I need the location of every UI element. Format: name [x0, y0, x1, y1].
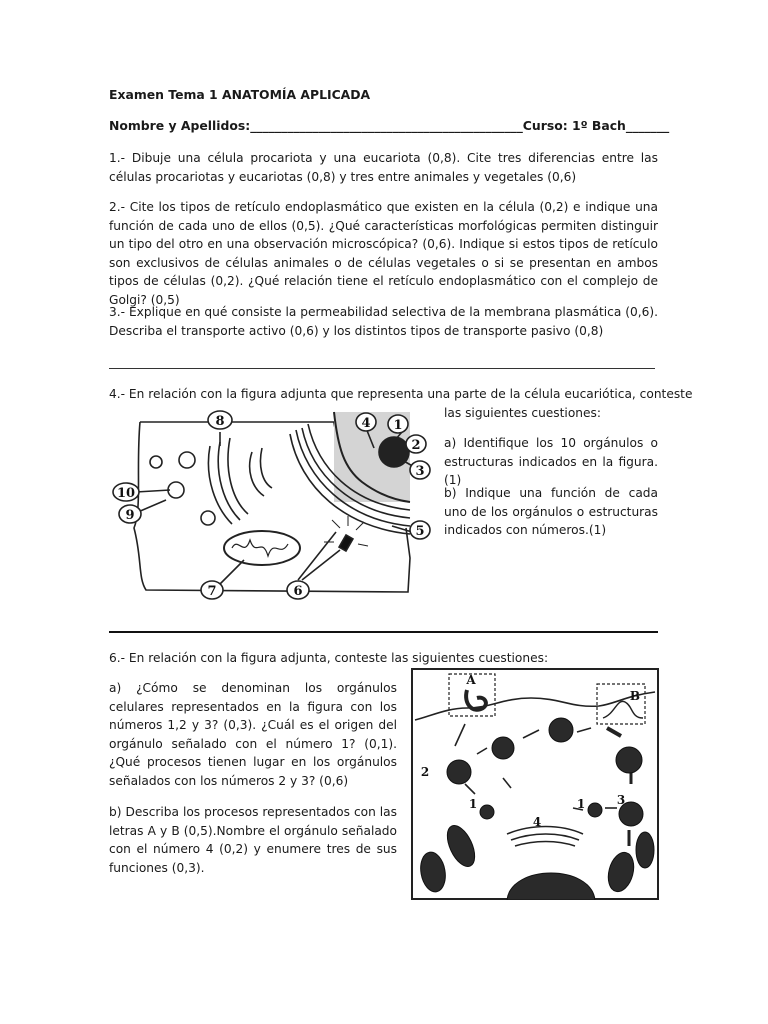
figure2-label: 2	[420, 765, 430, 779]
question-1: 1.- Dibuje una célula procariota y una eucariota (0,8). Cite tres diferencias entre las células procariotas y eucariotas (0,8) y tres entre animales y vegetales (0,6)	[109, 151, 658, 184]
figure1-label: 5	[415, 524, 425, 539]
figure1-label: 10	[116, 486, 136, 501]
question-6-part-a: a) ¿Cómo se denominan los orgánulos celulares representados en la figura con los números 1,2 y 3? (0,3). ¿Cuál es el origen del orgánulo señalado con el número 1? (0,1). ¿Qué procesos tienen lugar en los orgánulos señalados con los números 2 y 3? (0,6)	[109, 681, 397, 788]
question-6-part-b: b) Describa los procesos representados con las letras A y B (0,5).Nombre el orgánulo señalado con el número 4 (0,2) y enumere tres de sus funciones (0,3).	[109, 805, 397, 875]
question-4-intro-continued: las siguientes cuestiones:	[444, 406, 601, 420]
lysosome-cycle-figure	[411, 668, 659, 900]
figure1-label: 4	[361, 416, 371, 431]
figure2-label: A	[466, 673, 476, 687]
figure1-label: 1	[393, 418, 403, 433]
section-divider	[109, 368, 655, 369]
figure1-label: 7	[207, 584, 217, 599]
question-6-intro: 6.- En relación con la figura adjunta, conteste las siguientes cuestiones:	[109, 651, 549, 665]
question-4-intro: 4.- En relación con la figura adjunta que representa una parte de la célula eucariótica, conteste	[109, 387, 693, 401]
figure1-label: 3	[415, 464, 425, 479]
question-4-part-b: b) Indique una función de cada uno de los orgánulos o estructuras indicados con números.(1)	[444, 486, 658, 538]
figure2-label: 4	[532, 815, 542, 829]
figure2-label: 3	[616, 793, 626, 807]
name-field-label: Nombre y Apellidos:____________________________________________	[109, 118, 523, 133]
question-4-part-a: a) Identifique los 10 orgánulos o estructuras indicados en la figura.(1)	[444, 436, 658, 488]
exam-title: Examen Tema 1 ANATOMÍA APLICADA	[109, 87, 371, 102]
figure1-label: 2	[411, 438, 421, 453]
figure2-label: 1	[576, 797, 586, 811]
question-2: 2.- Cite los tipos de retículo endoplasmático que existen en la célula (0,2) e indique una función de cada uno de ellos (0,5). ¿Qué características morfológicas permiten distinguir un tipo del otro en una observación microscópica? (0,6). Indique si estos tipos de retículo son exclusivos de células animales o de células vegetales o si se presentan en ambos tipos de células (0,2). ¿Qué relación tiene el retículo endoplasmático con el complejo de Golgi? (0,5)	[109, 200, 658, 307]
eukaryotic-cell-figure	[112, 408, 438, 603]
figure1-label: 8	[215, 414, 225, 429]
question-3: 3.- Explique en qué consiste la permeabilidad selectiva de la membrana plasmática (0,6). Describa el transporte activo (0,6) y los distintos tipos de transporte pasivo (0,8)	[109, 305, 658, 338]
figure1-label: 9	[125, 508, 135, 523]
student-info-line	[109, 118, 670, 133]
figure2-label: B	[629, 689, 641, 703]
figure2-label: 1	[468, 797, 478, 811]
section-divider	[109, 631, 658, 633]
course-field-label: Curso: 1º Bach_______	[522, 118, 670, 133]
figure1-label: 6	[293, 584, 303, 599]
